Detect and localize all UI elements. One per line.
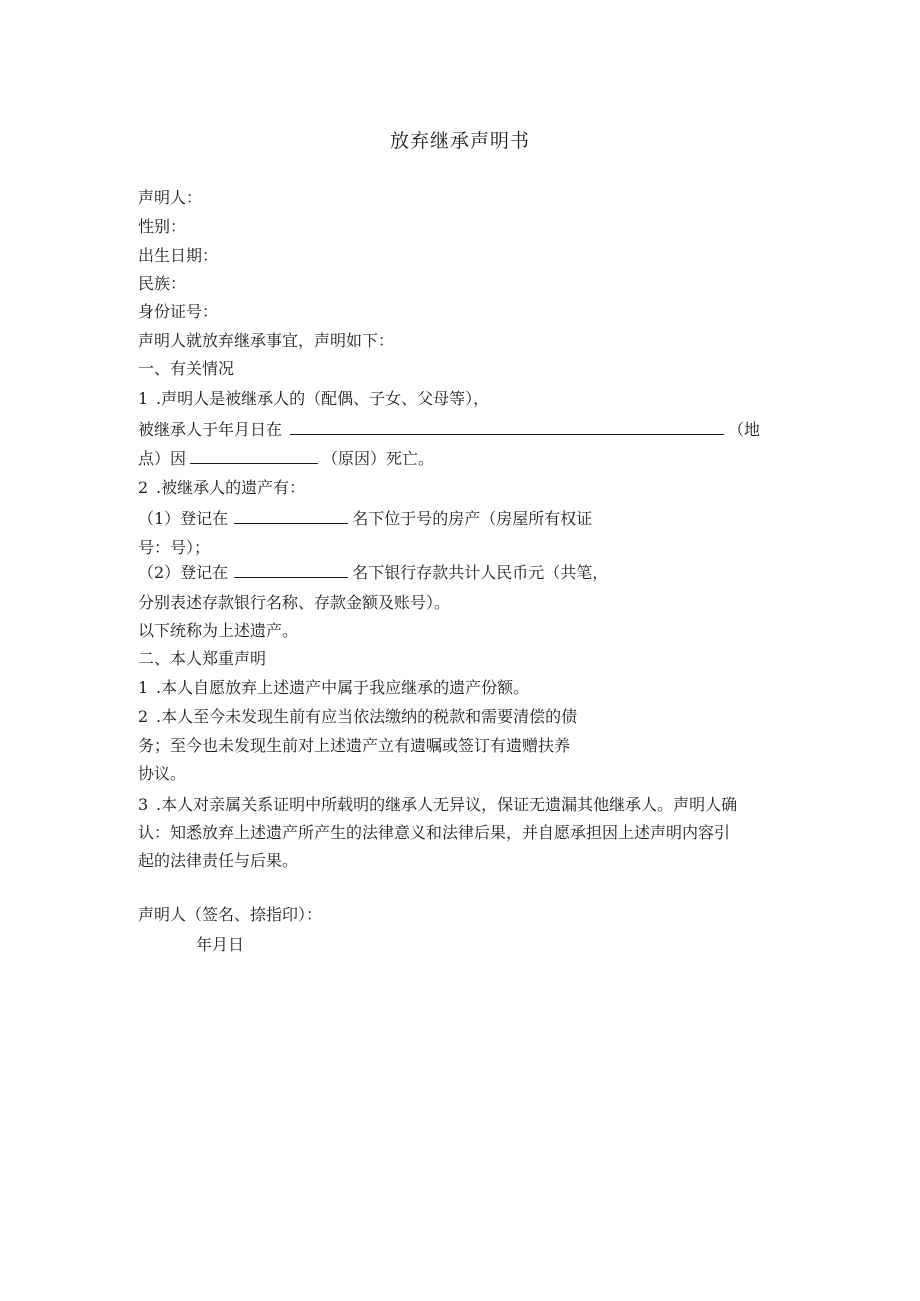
section2-item3-line2: 认：知悉放弃上述遗产所产生的法律意义和法律后果，并自愿承担因上述声明内容引 [138,823,731,842]
item-text: .被继承人的遗产有： [156,478,306,497]
section2-item3-line1 [138,794,737,816]
item-text: 被继承人于年月日在 [138,420,283,439]
section1-summary: 以下统称为上述遗产。 [138,621,299,640]
id-number-field: 身份证号： [138,302,219,321]
section1-item1-line3 [138,448,434,470]
section2-item1 [138,677,529,699]
item-text: （地 [728,420,761,439]
section2-item2-line2: 务；至今也未发现生前对上述遗产立有遗嘱或签订有遗赠扶养 [138,736,571,755]
item-number: 3 [138,795,149,814]
item-number: 1 [138,678,149,697]
section1-item2-sub2-cont: 分别表述存款银行名称、存款金额及账号）。 [138,593,451,612]
section2-item3-line3: 起的法律责任与后果。 [138,851,299,870]
section1-item1-line1 [138,388,489,410]
ethnicity-field: 民族： [138,274,187,293]
place-blank [290,419,724,435]
registrant-blank [234,508,348,524]
item-text: .本人至今未发现生前有应当依法缴纳的税款和需要清偿的债 [156,707,578,726]
item-number: 2 [138,707,149,726]
signature-label: 声明人（签名、捺指印）： [138,905,323,924]
item-text: 名下位于号的房产（房屋所有权证 [352,509,593,528]
section2-heading: 二、本人郑重声明 [138,649,267,668]
item-text: （1）登记在 [138,509,229,528]
item-text: （原因）死亡。 [322,449,435,468]
section1-item2-sub1 [138,508,592,530]
item-text: .本人自愿放弃上述遗产中属于我应继承的遗产份额。 [156,678,530,697]
item-text: .本人对亲属关系证明中所载明的继承人无异议，保证无遗漏其他继承人。声明人确 [156,795,738,814]
item-text: 点）因 [138,449,187,468]
item-text: .声明人是被继承人的（配偶、子女、父母等）， [156,389,490,408]
gender-field: 性别： [138,217,187,236]
section1-item2-line1 [138,477,305,499]
section1-item1-line2 [138,419,760,441]
item-number: 1 [138,389,149,408]
item-text: （2）登记在 [138,563,229,582]
intro-paragraph: 声明人就放弃继承事宜，声明如下： [138,331,395,350]
section1-item2-sub2 [138,562,608,584]
document-title: 放弃继承声明书 [389,130,530,152]
section2-item2-line3: 协议。 [138,764,187,783]
section2-item2-line1 [138,706,577,728]
item-number: 2 [138,478,149,497]
section1-item2-sub1-cont: 号：号）； [138,538,211,557]
registrant-blank [234,562,348,578]
item-text: 名下银行存款共计人民币元（共笔， [352,563,609,582]
declarant-field: 声明人： [138,188,203,207]
signature-date: 年月日 [196,935,245,954]
reason-blank [190,448,318,464]
birth-date-field: 出生日期： [138,246,219,265]
section1-heading: 一、有关情况 [138,359,235,378]
